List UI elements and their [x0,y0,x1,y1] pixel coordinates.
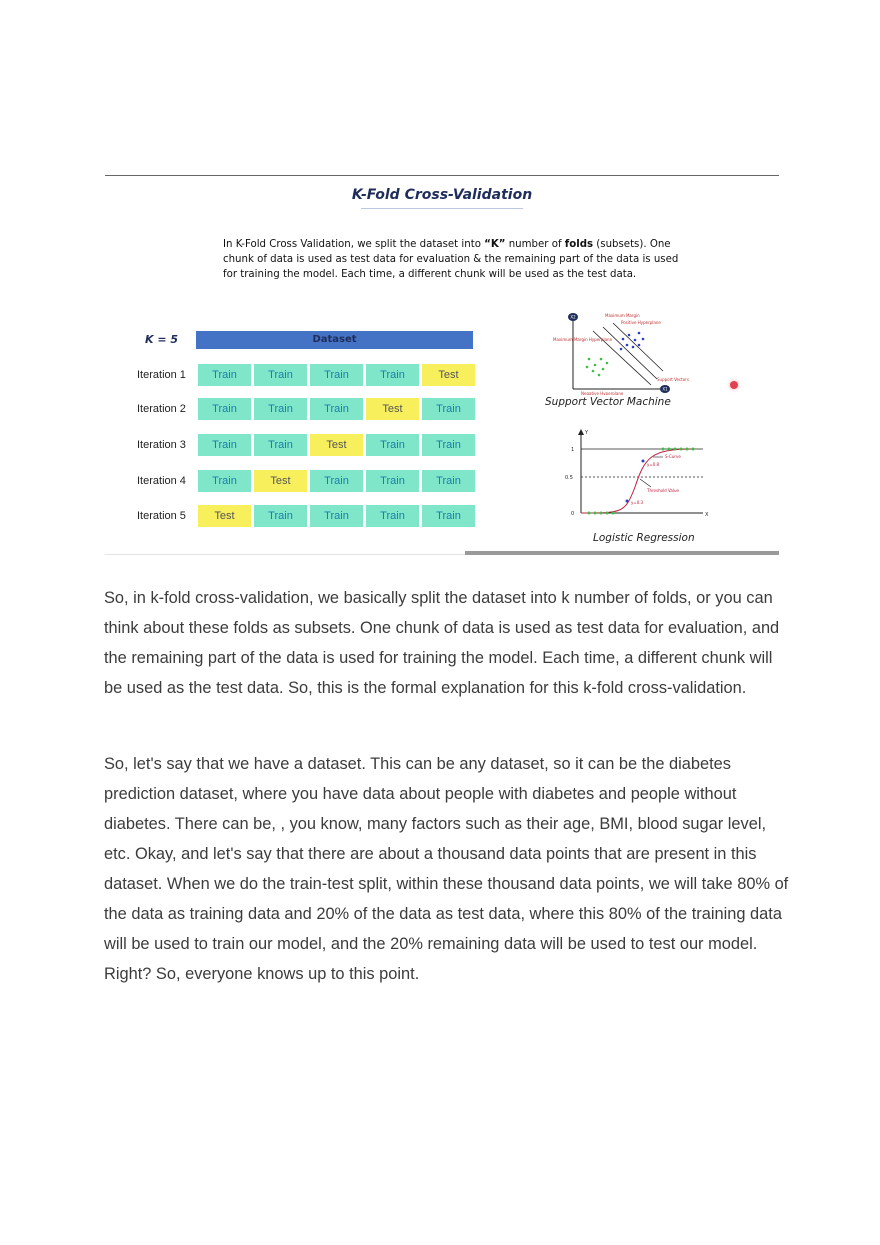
svm-max-margin-label: Maximum Margin [605,313,640,318]
k-label: K = 5 [145,333,179,346]
iteration-label: Iteration 3 [137,439,186,451]
iteration-row [105,398,485,420]
train-fold-cell: Train [310,470,363,492]
iteration-label: Iteration 1 [137,369,186,381]
cursor-indicator-icon [730,381,738,389]
train-fold-cell: Train [198,470,251,492]
svm-diagram [553,309,713,395]
intro-part3: (subsets). One chunk of data is used as test data for evaluation & the remaining part of the data is used for training the model. Each time, a different chunk will be used as the test data. [223,239,679,280]
figure-title: K-Fold Cross-Validation [351,187,533,203]
svm-neg-hyperplane-label: Negative Hyperplane [581,391,624,395]
test-fold-cell: Test [422,364,475,386]
train-fold-cell: Train [198,364,251,386]
test-fold-cell: Test [254,470,307,492]
lr-y03-label: y=0.3 [631,500,644,505]
svm-neg-line [613,323,663,371]
intro-folds: folds [564,239,594,250]
train-fold-cell: Train [310,364,363,386]
iteration-label: Iteration 2 [137,403,186,415]
train-fold-cell: Train [366,505,419,527]
lr-tick-0: 0 [571,511,575,517]
test-fold-cell: Test [366,398,419,420]
figure-intro [223,237,683,282]
test-fold-cell: Test [198,505,251,527]
lr-caption: Logistic Regression [593,532,695,544]
bottom-divider-left [105,554,465,555]
lr-y-arrow-icon [578,429,584,435]
svm-x2-label: X2 [570,314,576,320]
svm-x1-label: X1 [662,386,668,392]
iteration-label: Iteration 4 [137,475,186,487]
iteration-row [105,364,485,386]
train-fold-cell: Train [198,434,251,456]
dataset-bar: Dataset [196,331,473,349]
train-fold-cell: Train [366,364,419,386]
paragraph-1: So, in k-fold cross-validation, we basically split the dataset into k number of folds, or you can think about these folds as subsets. One chunk of data is used as test data for evaluation, and the remaining part of the data is used for training the model. Each time, a different chunk will be used as the test data. So, this is the formal explanation for this k-fold cross-validation. [104,589,780,697]
svm-caption: Support Vector Machine [545,396,671,408]
bottom-divider-right [465,551,779,555]
train-fold-cell: Train [198,398,251,420]
intro-part2: number of [505,239,565,250]
lr-x-label: X [705,512,709,518]
svm-support-vectors-label: Support Vectors [657,377,689,382]
lr-y-label: Y [585,430,589,436]
paragraph-2: So, let's say that we have a dataset. This can be any dataset, so it can be the diabetes prediction dataset, where you have data about people with diabetes and people without diabetes. There can be, , you know, many factors such as their age, BMI, blood sugar level, etc. Okay, and let's say that there are about a thousand data points that are present in this dataset. When we do the train-test split, within these thousand data points, we will take 80% of the data as training data and 20% of the data as test data, where this 80% of the training data will be used to train our model, and the 20% remaining data will be used to test our model. Right? So, everyone knows up to this point. [104,755,789,983]
train-fold-cell: Train [422,398,475,420]
iteration-row [105,470,485,492]
train-fold-cell: Train [422,470,475,492]
intro-k: “K” [484,239,506,250]
lr-threshold-label: Threshold Value [647,488,679,493]
train-fold-cell: Train [254,364,307,386]
train-fold-cell: Train [310,398,363,420]
train-fold-cell: Train [254,398,307,420]
iteration-label: Iteration 5 [137,510,186,522]
intro-part1: In K-Fold Cross Validation, we split the dataset into [223,239,485,250]
train-fold-cell: Train [366,470,419,492]
train-fold-cell: Train [422,505,475,527]
lr-threshold-pointer [640,479,651,487]
title-underline [361,208,523,209]
test-fold-cell: Test [310,434,363,456]
kfold-figure [105,175,779,555]
lr-tick-05: 0.5 [565,475,573,481]
svm-green-points [586,358,609,377]
iteration-row [105,505,485,527]
iteration-row [105,434,485,456]
lr-s-curve-label: S-Curve [665,454,681,459]
train-fold-cell: Train [254,505,307,527]
lr-tick-1: 1 [571,447,575,453]
top-divider [105,175,779,176]
train-fold-cell: Train [422,434,475,456]
svm-mm-hyperplane-label: Maximum Margin Hyperplane [553,337,613,342]
svm-pos-hyperplane-label: Positive Hyperplane [621,320,661,325]
train-fold-cell: Train [310,505,363,527]
train-fold-cell: Train [254,434,307,456]
logistic-diagram [563,427,713,527]
train-fold-cell: Train [366,434,419,456]
lr-y08-label: y=0.8 [647,462,660,467]
lr-blue-points [626,460,645,503]
